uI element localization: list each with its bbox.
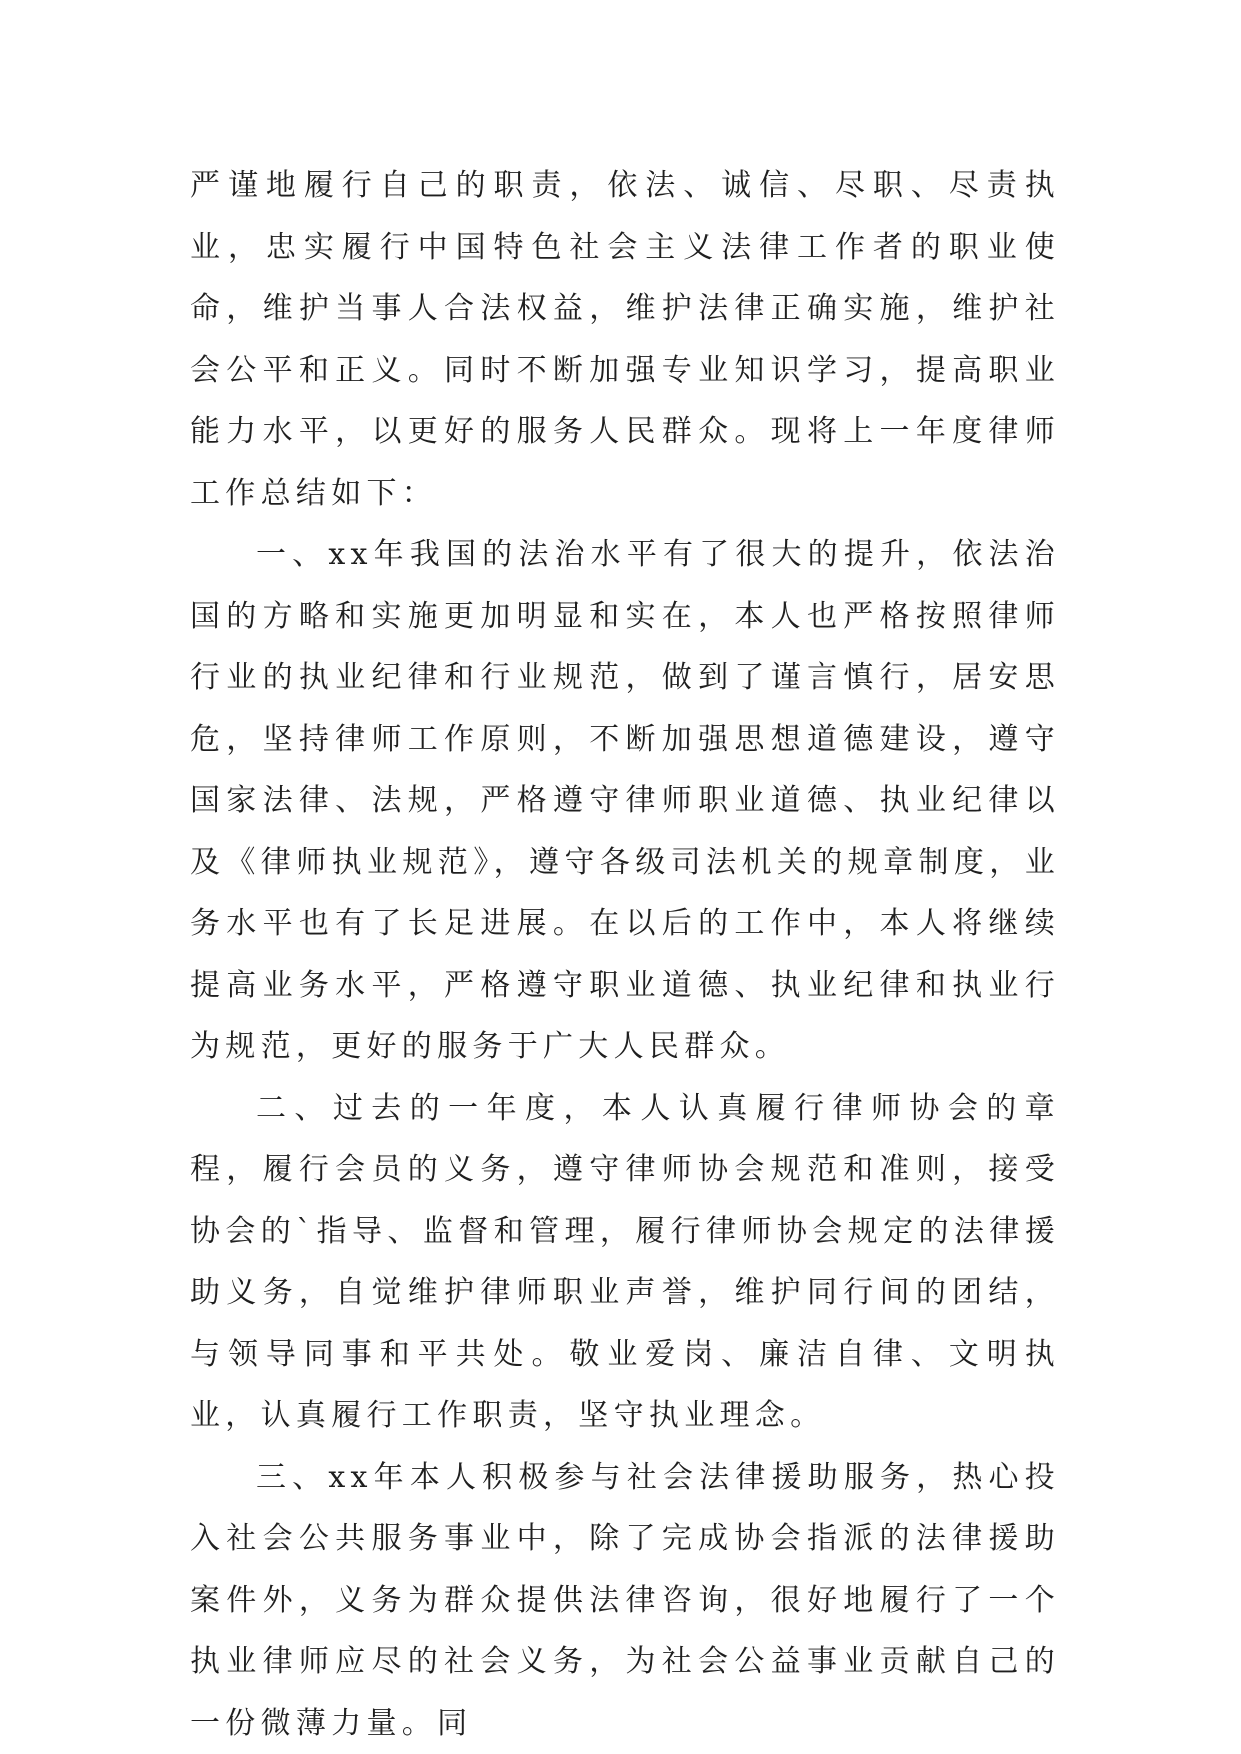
paragraph-section-3: 三、xx年本人积极参与社会法律援助服务，热心投入社会公共服务事业中，除了完成协会指派的法律援助案件外，义务为群众提供法律咨询，很好地履行了一个执业律师应尽的社会义务，为社会公益事业贡献自己的一份微薄力量。同 bbox=[190, 1459, 1060, 1741]
paragraph-intro: 严谨地履行自己的职责，依法、诚信、尽职、尽责执业，忠实履行中国特色社会主义法律工作者的职业使命，维护当事人合法权益，维护法律正确实施，维护社会公平和正义。同时不断加强专业知识学习，提高职业能力水平，以更好的服务人民群众。现将上一年度律师工作总结如下： bbox=[190, 168, 1060, 511]
paragraph-section-2: 二、过去的一年度，本人认真履行律师协会的章程，履行会员的义务，遵守律师协会规范和准则，接受协会的`指导、监督和管理，履行律师协会规定的法律援助义务，自觉维护律师职业声誉，维护同行间的团结，与领导同事和平共处。敬业爱岗、廉洁自律、文明执业，认真履行工作职责，坚守执业理念。 bbox=[190, 1090, 1060, 1433]
paragraph-section-1: 一、xx年我国的法治水平有了很大的提升，依法治国的方略和实施更加明显和实在，本人也严格按照律师行业的执业纪律和行业规范，做到了谨言慎行，居安思危，坚持律师工作原则，不断加强思想道德建设，遵守国家法律、法规，严格遵守律师职业道德、执业纪律以及《律师执业规范》，遵守各级司法机关的规章制度，业务水平也有了长足进展。在以后的工作中，本人将继续提高业务水平，严格遵守职业道德、执业纪律和执业行为规范，更好的服务于广大人民群众。 bbox=[190, 537, 1060, 1064]
document-body bbox=[190, 155, 1060, 1754]
